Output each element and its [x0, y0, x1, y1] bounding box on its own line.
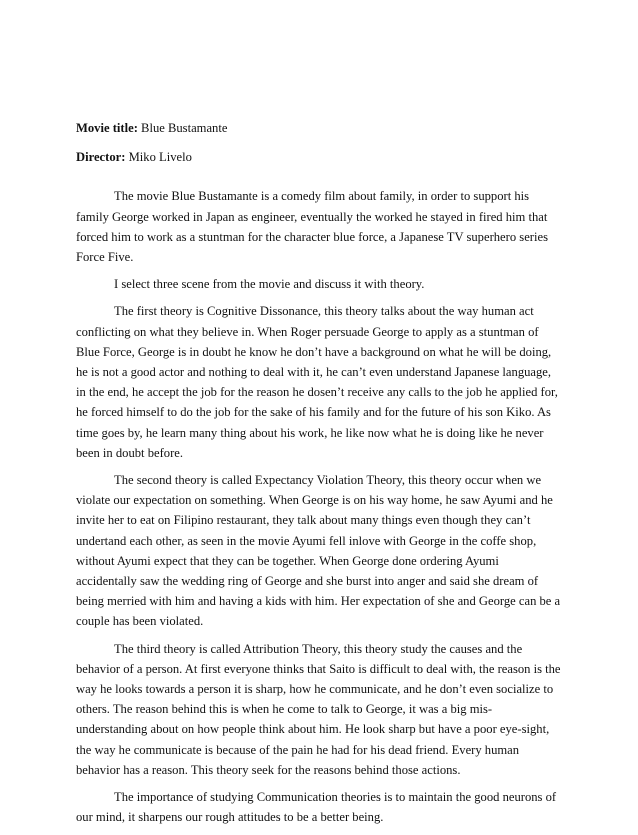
essay-body	[76, 186, 562, 827]
director-line	[76, 147, 562, 167]
movie-title-value: Blue Bustamante	[141, 121, 228, 135]
paragraph-synopsis: The movie Blue Bustamante is a comedy film about family, in order to support his family George worked in Japan as engineer, eventually the worked he stayed in fired him that forced him to work as a stuntman for the character blue force, a Japanese TV superhero series Force Five.	[76, 189, 548, 265]
paragraph-cognitive-dissonance: The first theory is Cognitive Dissonance, this theory talks about the way human act conflicting on what they believe in. When Roger persuade George to apply as a stuntman of Blue Force, George is in doubt he know he don’t have a background on what he will be doing, he is not a good actor and nothing to deal with it, he can’t even understand Japanese language, in the end, he accept the job for the reason he dosen’t receive any calls to the job he applied for, he forced himself to do the job for the sake of his family and for the future of his son Kiko. As time goes by, he learn many thing about his work, he like now what he is doing like he never been in doubt before.	[76, 304, 558, 460]
paragraph-attribution-theory: The third theory is called Attribution Theory, this theory study the causes and the behavior of a person. At first everyone thinks that Saito is difficult to deal with, the reason is the way he looks towards a person it is sharp, how he communicate, and he don’t even socialize to others. The reason behind this is when he come to talk to George, it was a big mis-understanding about on how people think about him. He look sharp but have a poor eye-sight, the way he communicate is because of the pain he had for his dead friend. Every human behavior has a reason. This theory seek for the reasons behind those actions.	[76, 641, 561, 777]
director-value: Miko Livelo	[128, 150, 192, 165]
paragraph-conclusion: The importance of studying Communication theories is to maintain the good neurons of our mind, it sharpens our rough attitudes to be a better being.	[76, 790, 557, 825]
paragraph-intro: I select three scene from the movie and discuss it with theory.	[114, 277, 425, 292]
director-label: Director:	[76, 150, 126, 165]
document-page	[76, 118, 562, 835]
paragraph-expectancy-violation: The second theory is called Expectancy Violation Theory, this theory occur when we violate our expectation on something. When George is on his way home, he saw Ayumi and he invite her to eat on Filipino restaurant, they talk about many things even though they can’t undertand each other, as seen in the movie Ayumi fell inlove with George in the coffe shop, without Ayumi expect that they can be together. When George done ordering Ayumi accidentally saw the wedding ring of George and she burst into anger and said she dream of being merried with him and having a kids with him. Her expectation of she and George can be a couple has been violated.	[76, 473, 561, 629]
movie-title-label: Movie title:	[76, 121, 138, 135]
movie-title-line	[76, 118, 562, 138]
